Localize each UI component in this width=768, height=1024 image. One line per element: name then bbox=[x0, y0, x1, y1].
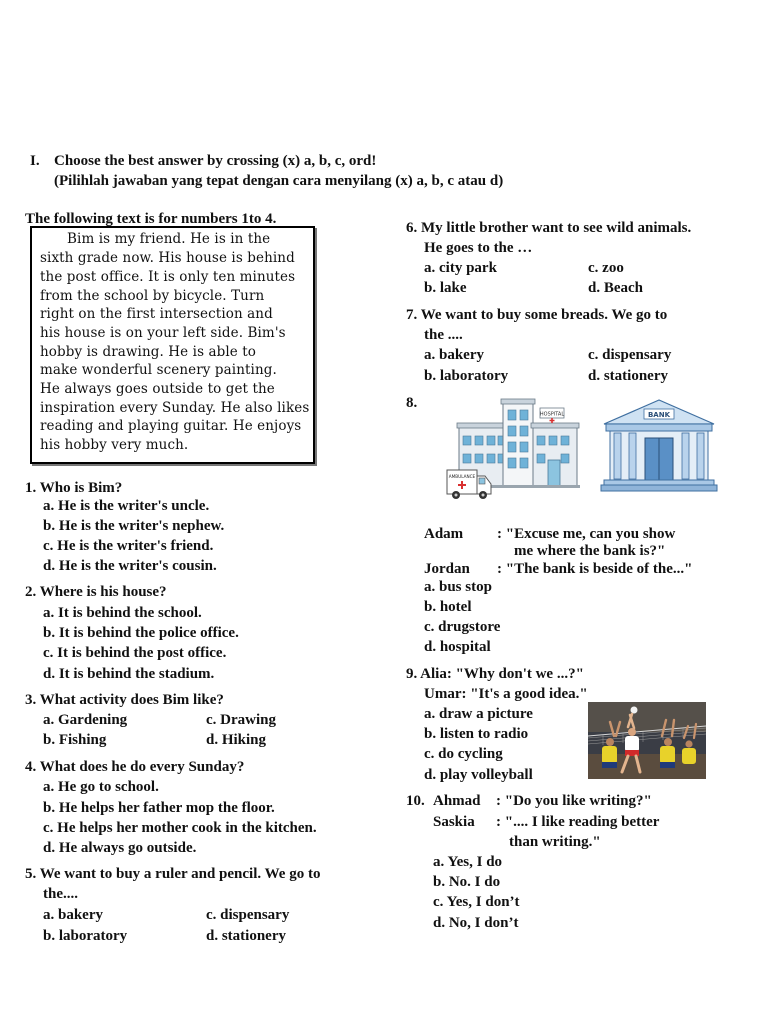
question-10-option-c[interactable]: c. Yes, I don’t bbox=[433, 894, 520, 910]
passage-line: reading and playing guitar. He enjoys bbox=[40, 418, 302, 434]
question-8-option-d[interactable]: d. hospital bbox=[424, 639, 491, 655]
reading-heading: The following text is for numbers 1to 4. bbox=[25, 211, 277, 227]
question-7-option-a[interactable]: a. bakery bbox=[424, 347, 484, 363]
question-7-stem-continued: the .... bbox=[424, 327, 463, 343]
bank-sign: BANK bbox=[647, 411, 671, 419]
question-9-option-b[interactable]: b. listen to radio bbox=[424, 726, 529, 742]
question-6-option-b[interactable]: b. lake bbox=[424, 280, 467, 296]
question-6-option-a[interactable]: a. city park bbox=[424, 260, 497, 276]
instruction-indonesian: (Pilihlah jawaban yang tepat dengan cara menyilang (x) a, b, c atau d) bbox=[54, 173, 504, 189]
dialogue-speaker-ahmad: Ahmad bbox=[433, 793, 481, 809]
passage-line: the post office. It is only ten minutes bbox=[40, 269, 296, 285]
question-7-option-b[interactable]: b. laboratory bbox=[424, 368, 509, 384]
question-3-option-b[interactable]: b. Fishing bbox=[43, 732, 107, 748]
passage-line: He always goes outside to get the bbox=[40, 381, 275, 397]
question-9-option-a[interactable]: a. draw a picture bbox=[424, 706, 533, 722]
question-5-stem: 5. We want to buy a ruler and pencil. We go to bbox=[25, 866, 321, 882]
question-9-option-c[interactable]: c. do cycling bbox=[424, 746, 503, 762]
passage-line: sixth grade now. His house is behind bbox=[40, 250, 295, 266]
section-number: I. bbox=[30, 153, 40, 169]
question-4-option-a[interactable]: a. He go to school. bbox=[43, 779, 159, 795]
question-5-option-d[interactable]: d. stationery bbox=[206, 928, 286, 944]
passage-line: right on the first intersection and bbox=[40, 306, 273, 322]
reading-passage-box bbox=[30, 226, 315, 464]
question-10-number: 10. bbox=[406, 793, 425, 809]
dialogue-line-adam: : "Excuse me, can you show bbox=[497, 526, 676, 542]
question-3-option-a[interactable]: a. Gardening bbox=[43, 712, 128, 728]
question-7-stem: 7. We want to buy some breads. We go to bbox=[406, 307, 668, 323]
question-5-stem-continued: the.... bbox=[43, 886, 78, 902]
dialogue-line-saskia-continued: than writing." bbox=[509, 834, 601, 850]
question-3-option-c[interactable]: c. Drawing bbox=[206, 712, 276, 728]
passage-line: inspiration every Sunday. He also likes bbox=[40, 400, 310, 416]
question-8-option-c[interactable]: c. drugstore bbox=[424, 619, 501, 635]
question-10-option-b[interactable]: b. No. I do bbox=[433, 874, 501, 890]
question-3-stem: 3. What activity does Bim like? bbox=[25, 692, 224, 708]
passage-line: Bim is my friend. He is in the bbox=[67, 231, 271, 247]
question-1-option-b[interactable]: b. He is the writer's nephew. bbox=[43, 518, 225, 534]
question-5-option-b[interactable]: b. laboratory bbox=[43, 928, 128, 944]
question-2-option-d[interactable]: d. It is behind the stadium. bbox=[43, 666, 215, 682]
question-1-option-c[interactable]: c. He is the writer's friend. bbox=[43, 538, 214, 554]
dialogue-speaker-adam: Adam bbox=[424, 526, 464, 542]
question-1-option-a[interactable]: a. He is the writer's uncle. bbox=[43, 498, 210, 514]
question-4-option-d[interactable]: d. He always go outside. bbox=[43, 840, 197, 856]
question-5-option-c[interactable]: c. dispensary bbox=[206, 907, 290, 923]
hospital-sign: HOSPITAL bbox=[539, 411, 565, 418]
question-4-stem: 4. What does he do every Sunday? bbox=[25, 759, 245, 775]
question-9-line-umar: Umar: "It's a good idea." bbox=[424, 686, 588, 702]
bank-illustration bbox=[600, 398, 718, 494]
question-6-option-d[interactable]: d. Beach bbox=[588, 280, 644, 296]
dialogue-line-jordan: : "The bank is beside of the..." bbox=[497, 561, 693, 577]
passage-line: his hobby very much. bbox=[40, 437, 189, 453]
question-2-option-a[interactable]: a. It is behind the school. bbox=[43, 605, 202, 621]
question-8-number: 8. bbox=[406, 395, 418, 411]
volleyball-photo bbox=[588, 702, 706, 779]
question-2-stem: 2. Where is his house? bbox=[25, 584, 167, 600]
question-9-line-alia: 9. Alia: "Why don't we ...?" bbox=[406, 666, 584, 682]
dialogue-speaker-jordan: Jordan bbox=[424, 561, 470, 577]
question-7-option-d[interactable]: d. stationery bbox=[588, 368, 668, 384]
question-8-option-b[interactable]: b. hotel bbox=[424, 599, 472, 615]
question-7-option-c[interactable]: c. dispensary bbox=[588, 347, 672, 363]
question-6-stem: 6. My little brother want to see wild animals. bbox=[406, 220, 692, 236]
question-4-option-c[interactable]: c. He helps her mother cook in the kitchen. bbox=[43, 820, 317, 836]
question-1-stem: 1. Who is Bim? bbox=[25, 480, 123, 496]
question-4-option-b[interactable]: b. He helps her father mop the floor. bbox=[43, 800, 275, 816]
question-8-option-a[interactable]: a. bus stop bbox=[424, 579, 492, 595]
question-2-option-b[interactable]: b. It is behind the police office. bbox=[43, 625, 239, 641]
question-10-option-a[interactable]: a. Yes, I do bbox=[433, 854, 503, 870]
passage-line: his house is on your left side. Bim's bbox=[40, 325, 286, 341]
dialogue-line-adam-continued: me where the bank is?" bbox=[514, 543, 666, 559]
passage-line: from the school by bicycle. Turn bbox=[40, 288, 265, 304]
question-2-option-c[interactable]: c. It is behind the post office. bbox=[43, 645, 227, 661]
passage-line: make wonderful scenery painting. bbox=[40, 362, 277, 378]
dialogue-speaker-saskia: Saskia bbox=[433, 814, 475, 830]
hospital-illustration bbox=[445, 396, 580, 506]
question-10-option-d[interactable]: d. No, I don’t bbox=[433, 915, 519, 931]
question-6-option-c[interactable]: c. zoo bbox=[588, 260, 624, 276]
passage-line: hobby is drawing. He is able to bbox=[40, 344, 257, 360]
instruction-english: Choose the best answer by crossing (x) a, b, c, ord! bbox=[54, 153, 377, 169]
question-3-option-d[interactable]: d. Hiking bbox=[206, 732, 267, 748]
dialogue-line-ahmad: : "Do you like writing?" bbox=[496, 793, 652, 809]
dialogue-line-saskia: : ".... I like reading better bbox=[496, 814, 660, 830]
question-9-option-d[interactable]: d. play volleyball bbox=[424, 767, 533, 783]
question-1-option-d[interactable]: d. He is the writer's cousin. bbox=[43, 558, 217, 574]
question-6-stem-continued: He goes to the … bbox=[424, 240, 533, 256]
ambulance-sign: AMBULANCE bbox=[448, 474, 476, 479]
question-5-option-a[interactable]: a. bakery bbox=[43, 907, 103, 923]
